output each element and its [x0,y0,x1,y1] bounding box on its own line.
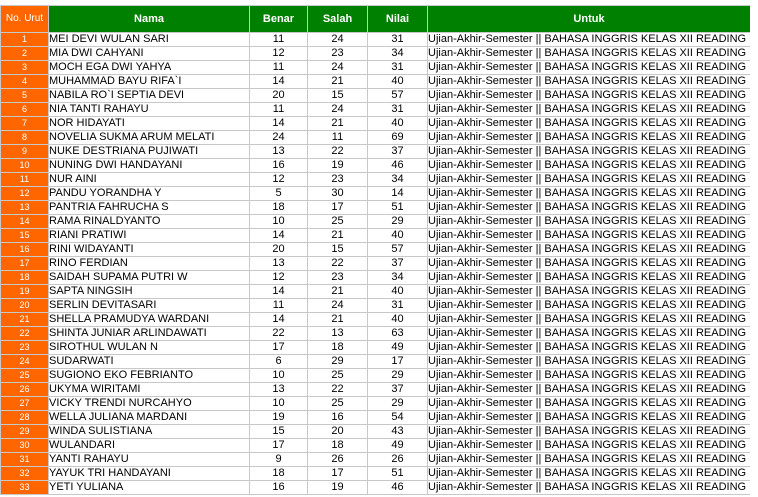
benar-cell[interactable]: 10 [250,215,308,229]
salah-cell[interactable]: 24 [308,299,368,313]
table-row [1,299,751,313]
untuk-cell[interactable]: Ujian-Akhir-Semester || BAHASA INGGRIS KELAS XII READING [428,215,751,229]
name-cell[interactable]: UKYMA WIRITAMI [49,383,250,397]
name-cell[interactable]: NABILA RO`I SEPTIA DEVI [49,89,250,103]
salah-cell[interactable]: 21 [308,313,368,327]
row-number-cell[interactable]: 15 [1,229,49,243]
salah-cell[interactable]: 22 [308,257,368,271]
table-row [1,355,751,369]
untuk-cell[interactable]: Ujian-Akhir-Semester || BAHASA INGGRIS KELAS XII READING [428,173,751,187]
nilai-cell[interactable]: 34 [368,47,428,61]
header-untuk[interactable]: Untuk [428,6,751,33]
table-row [1,313,751,327]
untuk-cell[interactable]: Ujian-Akhir-Semester || BAHASA INGGRIS KELAS XII READING [428,425,751,439]
untuk-cell[interactable]: Ujian-Akhir-Semester || BAHASA INGGRIS KELAS XII READING [428,271,751,285]
untuk-cell[interactable]: Ujian-Akhir-Semester || BAHASA INGGRIS KELAS XII READING [428,33,751,47]
row-number-cell[interactable]: 1 [1,33,49,47]
sheet-right-edge [750,5,758,497]
untuk-cell[interactable]: Ujian-Akhir-Semester || BAHASA INGGRIS KELAS XII READING [428,103,751,117]
nilai-cell[interactable]: 29 [368,369,428,383]
nilai-cell[interactable]: 46 [368,481,428,495]
row-number-cell[interactable]: 10 [1,159,49,173]
header-no-urut[interactable]: No. Urut [1,6,49,33]
nilai-cell[interactable]: 17 [368,355,428,369]
row-number-cell[interactable]: 18 [1,271,49,285]
untuk-cell[interactable]: Ujian-Akhir-Semester || BAHASA INGGRIS KELAS XII READING [428,89,751,103]
salah-cell[interactable]: 15 [308,89,368,103]
row-number-cell[interactable]: 24 [1,355,49,369]
untuk-cell[interactable]: Ujian-Akhir-Semester || BAHASA INGGRIS KELAS XII READING [428,117,751,131]
salah-cell[interactable]: 23 [308,47,368,61]
table-row [1,173,751,187]
nilai-cell[interactable]: 34 [368,271,428,285]
untuk-cell[interactable]: Ujian-Akhir-Semester || BAHASA INGGRIS KELAS XII READING [428,61,751,75]
untuk-cell[interactable]: Ujian-Akhir-Semester || BAHASA INGGRIS KELAS XII READING [428,369,751,383]
name-cell[interactable]: SUGIONO EKO FEBRIANTO [49,369,250,383]
name-cell[interactable]: WINDA SULISTIANA [49,425,250,439]
table-row [1,481,751,495]
nilai-cell[interactable]: 26 [368,453,428,467]
header-benar[interactable]: Benar [250,6,308,33]
nilai-cell[interactable]: 63 [368,327,428,341]
row-number-cell[interactable]: 7 [1,117,49,131]
name-cell[interactable]: NUR AINI [49,173,250,187]
nilai-cell[interactable]: 31 [368,33,428,47]
table-row [1,257,751,271]
table-row [1,145,751,159]
table-row [1,159,751,173]
row-number-cell[interactable]: 8 [1,131,49,145]
benar-cell[interactable]: 18 [250,201,308,215]
nilai-cell[interactable]: 49 [368,341,428,355]
table-row [1,285,751,299]
salah-cell[interactable]: 24 [308,61,368,75]
row-number-cell[interactable]: 2 [1,47,49,61]
row-number-cell[interactable]: 29 [1,425,49,439]
table-row [1,215,751,229]
nilai-cell[interactable]: 34 [368,173,428,187]
benar-cell[interactable]: 22 [250,327,308,341]
salah-cell[interactable]: 26 [308,453,368,467]
salah-cell[interactable]: 15 [308,243,368,257]
benar-cell[interactable]: 13 [250,257,308,271]
nilai-cell[interactable]: 31 [368,103,428,117]
salah-cell[interactable]: 23 [308,173,368,187]
nilai-cell[interactable]: 69 [368,131,428,145]
untuk-cell[interactable]: Ujian-Akhir-Semester || BAHASA INGGRIS KELAS XII READING [428,285,751,299]
row-number-cell[interactable]: 19 [1,285,49,299]
table-row [1,397,751,411]
salah-cell[interactable]: 22 [308,145,368,159]
benar-cell[interactable]: 20 [250,89,308,103]
salah-cell[interactable]: 17 [308,201,368,215]
table-row [1,89,751,103]
name-cell[interactable]: RIANI PRATIWI [49,229,250,243]
untuk-cell[interactable]: Ujian-Akhir-Semester || BAHASA INGGRIS KELAS XII READING [428,327,751,341]
untuk-cell[interactable]: Ujian-Akhir-Semester || BAHASA INGGRIS KELAS XII READING [428,229,751,243]
benar-cell[interactable]: 11 [250,61,308,75]
untuk-cell[interactable]: Ujian-Akhir-Semester || BAHASA INGGRIS KELAS XII READING [428,481,751,495]
table-row [1,75,751,89]
table-row [1,33,751,47]
row-number-cell[interactable]: 14 [1,215,49,229]
salah-cell[interactable]: 18 [308,341,368,355]
table-row [1,341,751,355]
row-number-cell[interactable]: 25 [1,369,49,383]
header-nilai[interactable]: Nilai [368,6,428,33]
name-cell[interactable]: NIA TANTI RAHAYU [49,103,250,117]
untuk-cell[interactable]: Ujian-Akhir-Semester || BAHASA INGGRIS KELAS XII READING [428,397,751,411]
header-nama[interactable]: Nama [49,6,250,33]
table-row [1,103,751,117]
row-number-cell[interactable]: 13 [1,201,49,215]
benar-cell[interactable]: 15 [250,425,308,439]
table-row [1,369,751,383]
salah-cell[interactable]: 20 [308,425,368,439]
benar-cell[interactable]: 5 [250,187,308,201]
name-cell[interactable]: WULANDARI [49,439,250,453]
untuk-cell[interactable]: Ujian-Akhir-Semester || BAHASA INGGRIS KELAS XII READING [428,453,751,467]
nilai-cell[interactable]: 40 [368,313,428,327]
nilai-cell[interactable]: 29 [368,215,428,229]
row-number-cell[interactable]: 9 [1,145,49,159]
nilai-cell[interactable]: 54 [368,411,428,425]
table-row [1,467,751,481]
row-number-cell[interactable]: 28 [1,411,49,425]
untuk-cell[interactable]: Ujian-Akhir-Semester || BAHASA INGGRIS KELAS XII READING [428,145,751,159]
benar-cell[interactable]: 11 [250,103,308,117]
row-number-cell[interactable]: 11 [1,173,49,187]
table-row [1,439,751,453]
name-cell[interactable]: SHINTA JUNIAR ARLINDAWATI [49,327,250,341]
salah-cell[interactable]: 30 [308,187,368,201]
name-cell[interactable]: RINI WIDAYANTI [49,243,250,257]
name-cell[interactable]: MOCH EGA DWI YAHYA [49,61,250,75]
benar-cell[interactable]: 9 [250,453,308,467]
benar-cell[interactable]: 14 [250,313,308,327]
nilai-cell[interactable]: 40 [368,75,428,89]
untuk-cell[interactable]: Ujian-Akhir-Semester || BAHASA INGGRIS KELAS XII READING [428,201,751,215]
header-row [1,6,751,33]
benar-cell[interactable]: 19 [250,411,308,425]
row-number-cell[interactable]: 22 [1,327,49,341]
salah-cell[interactable]: 24 [308,33,368,47]
untuk-cell[interactable]: Ujian-Akhir-Semester || BAHASA INGGRIS KELAS XII READING [428,355,751,369]
table-row [1,243,751,257]
nilai-cell[interactable]: 37 [368,257,428,271]
benar-cell[interactable]: 18 [250,467,308,481]
untuk-cell[interactable]: Ujian-Akhir-Semester || BAHASA INGGRIS KELAS XII READING [428,341,751,355]
nilai-cell[interactable]: 57 [368,89,428,103]
table-body [1,33,751,495]
name-cell[interactable]: RAMA RINALDYANTO [49,215,250,229]
row-number-cell[interactable]: 32 [1,467,49,481]
benar-cell[interactable]: 16 [250,159,308,173]
nilai-cell[interactable]: 40 [368,229,428,243]
row-number-cell[interactable]: 23 [1,341,49,355]
row-number-cell[interactable]: 27 [1,397,49,411]
table-row [1,425,751,439]
table-row [1,271,751,285]
benar-cell[interactable]: 11 [250,33,308,47]
nilai-cell[interactable]: 51 [368,201,428,215]
name-cell[interactable]: MEI DEVI WULAN SARI [49,33,250,47]
name-cell[interactable]: RINO FERDIAN [49,257,250,271]
salah-cell[interactable]: 17 [308,467,368,481]
name-cell[interactable]: PANDU YORANDHA Y [49,187,250,201]
untuk-cell[interactable]: Ujian-Akhir-Semester || BAHASA INGGRIS KELAS XII READING [428,187,751,201]
row-number-cell[interactable]: 33 [1,481,49,495]
name-cell[interactable]: MUHAMMAD BAYU RIFA`I [49,75,250,89]
row-number-cell[interactable]: 12 [1,187,49,201]
salah-cell[interactable]: 21 [308,229,368,243]
salah-cell[interactable]: 18 [308,439,368,453]
nilai-cell[interactable]: 51 [368,467,428,481]
table-row [1,131,751,145]
row-number-cell[interactable]: 4 [1,75,49,89]
name-cell[interactable]: NOVELIA SUKMA ARUM MELATI [49,131,250,145]
results-table [0,5,751,495]
benar-cell[interactable]: 11 [250,299,308,313]
salah-cell[interactable]: 25 [308,215,368,229]
row-number-cell[interactable]: 5 [1,89,49,103]
nilai-cell[interactable]: 43 [368,425,428,439]
row-number-cell[interactable]: 17 [1,257,49,271]
benar-cell[interactable]: 13 [250,383,308,397]
name-cell[interactable]: WELLA JULIANA MARDANI [49,411,250,425]
row-number-cell[interactable]: 26 [1,383,49,397]
name-cell[interactable]: YAYUK TRI HANDAYANI [49,467,250,481]
table-row [1,229,751,243]
salah-cell[interactable]: 21 [308,117,368,131]
untuk-cell[interactable]: Ujian-Akhir-Semester || BAHASA INGGRIS KELAS XII READING [428,243,751,257]
salah-cell[interactable]: 13 [308,327,368,341]
nilai-cell[interactable]: 14 [368,187,428,201]
salah-cell[interactable]: 23 [308,271,368,285]
benar-cell[interactable]: 12 [250,271,308,285]
benar-cell[interactable]: 10 [250,369,308,383]
untuk-cell[interactable]: Ujian-Akhir-Semester || BAHASA INGGRIS KELAS XII READING [428,383,751,397]
nilai-cell[interactable]: 49 [368,439,428,453]
row-number-cell[interactable]: 30 [1,439,49,453]
name-cell[interactable]: SIROTHUL WULAN N [49,341,250,355]
name-cell[interactable]: YANTI RAHAYU [49,453,250,467]
benar-cell[interactable]: 14 [250,285,308,299]
nilai-cell[interactable]: 37 [368,383,428,397]
table-row [1,61,751,75]
table-row [1,47,751,61]
salah-cell[interactable]: 11 [308,131,368,145]
salah-cell[interactable]: 19 [308,159,368,173]
nilai-cell[interactable]: 31 [368,299,428,313]
table-row [1,411,751,425]
row-number-cell[interactable]: 16 [1,243,49,257]
untuk-cell[interactable]: Ujian-Akhir-Semester || BAHASA INGGRIS KELAS XII READING [428,159,751,173]
benar-cell[interactable]: 6 [250,355,308,369]
untuk-cell[interactable]: Ujian-Akhir-Semester || BAHASA INGGRIS KELAS XII READING [428,439,751,453]
benar-cell[interactable]: 16 [250,481,308,495]
name-cell[interactable]: NUNING DWI HANDAYANI [49,159,250,173]
nilai-cell[interactable]: 31 [368,61,428,75]
name-cell[interactable]: SAIDAH SUPAMA PUTRI W [49,271,250,285]
nilai-cell[interactable]: 29 [368,397,428,411]
nilai-cell[interactable]: 57 [368,243,428,257]
name-cell[interactable]: VICKY TRENDI NURCAHYO [49,397,250,411]
table-row [1,383,751,397]
untuk-cell[interactable]: Ujian-Akhir-Semester || BAHASA INGGRIS KELAS XII READING [428,313,751,327]
benar-cell[interactable]: 12 [250,47,308,61]
benar-cell[interactable]: 17 [250,439,308,453]
benar-cell[interactable]: 17 [250,341,308,355]
untuk-cell[interactable]: Ujian-Akhir-Semester || BAHASA INGGRIS KELAS XII READING [428,257,751,271]
salah-cell[interactable]: 29 [308,355,368,369]
name-cell[interactable]: NOR HIDAYATI [49,117,250,131]
name-cell[interactable]: MIA DWI CAHYANI [49,47,250,61]
benar-cell[interactable]: 24 [250,131,308,145]
table-row [1,327,751,341]
benar-cell[interactable]: 14 [250,117,308,131]
name-cell[interactable]: SHELLA PRAMUDYA WARDANI [49,313,250,327]
salah-cell[interactable]: 25 [308,369,368,383]
untuk-cell[interactable]: Ujian-Akhir-Semester || BAHASA INGGRIS KELAS XII READING [428,75,751,89]
row-number-cell[interactable]: 3 [1,61,49,75]
untuk-cell[interactable]: Ujian-Akhir-Semester || BAHASA INGGRIS KELAS XII READING [428,47,751,61]
nilai-cell[interactable]: 40 [368,285,428,299]
row-number-cell[interactable]: 31 [1,453,49,467]
table-row [1,117,751,131]
row-number-cell[interactable]: 21 [1,313,49,327]
untuk-cell[interactable]: Ujian-Akhir-Semester || BAHASA INGGRIS KELAS XII READING [428,131,751,145]
row-number-cell[interactable]: 6 [1,103,49,117]
table-row [1,201,751,215]
benar-cell[interactable]: 12 [250,173,308,187]
benar-cell[interactable]: 14 [250,229,308,243]
name-cell[interactable]: SAPTA NINGSIH [49,285,250,299]
untuk-cell[interactable]: Ujian-Akhir-Semester || BAHASA INGGRIS KELAS XII READING [428,411,751,425]
table-row [1,453,751,467]
salah-cell[interactable]: 24 [308,103,368,117]
nilai-cell[interactable]: 46 [368,159,428,173]
untuk-cell[interactable]: Ujian-Akhir-Semester || BAHASA INGGRIS KELAS XII READING [428,299,751,313]
benar-cell[interactable]: 10 [250,397,308,411]
nilai-cell[interactable]: 40 [368,117,428,131]
benar-cell[interactable]: 13 [250,145,308,159]
name-cell[interactable]: YETI YULIANA [49,481,250,495]
name-cell[interactable]: NUKE DESTRIANA PUJIWATI [49,145,250,159]
salah-cell[interactable]: 21 [308,285,368,299]
table-row [1,187,751,201]
untuk-cell[interactable]: Ujian-Akhir-Semester || BAHASA INGGRIS KELAS XII READING [428,467,751,481]
name-cell[interactable]: SUDARWATI [49,355,250,369]
benar-cell[interactable]: 14 [250,75,308,89]
salah-cell[interactable]: 19 [308,481,368,495]
salah-cell[interactable]: 21 [308,75,368,89]
nilai-cell[interactable]: 37 [368,145,428,159]
salah-cell[interactable]: 22 [308,383,368,397]
name-cell[interactable]: PANTRIA FAHRUCHA S [49,201,250,215]
name-cell[interactable]: SERLIN DEVITASARI [49,299,250,313]
salah-cell[interactable]: 25 [308,397,368,411]
salah-cell[interactable]: 16 [308,411,368,425]
benar-cell[interactable]: 20 [250,243,308,257]
header-salah[interactable]: Salah [308,6,368,33]
row-number-cell[interactable]: 20 [1,299,49,313]
